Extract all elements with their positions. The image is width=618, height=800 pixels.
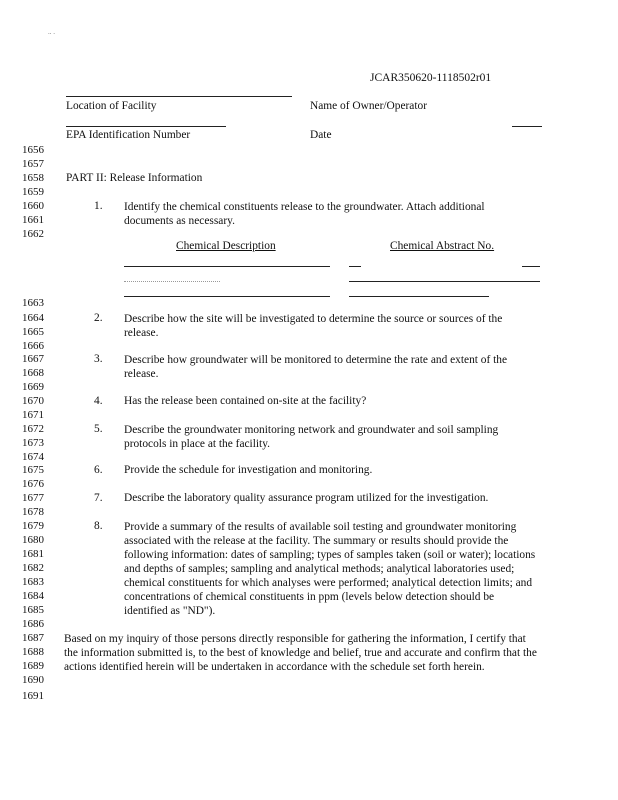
line-number: 1676 bbox=[22, 478, 44, 490]
line-number: 1685 bbox=[22, 604, 44, 616]
line-number: 1674 bbox=[22, 451, 44, 463]
chemical-description-line bbox=[124, 296, 330, 297]
date-label: Date bbox=[310, 129, 332, 141]
line-number: 1678 bbox=[22, 506, 44, 518]
line-number: 1690 bbox=[22, 674, 44, 686]
document-id: JCAR350620-1118502r01 bbox=[370, 72, 492, 84]
line-number: 1660 bbox=[22, 200, 44, 212]
epa-id-line bbox=[66, 126, 226, 127]
line-number: 1671 bbox=[22, 409, 44, 421]
chemical-description-line bbox=[124, 281, 220, 282]
line-number: 1679 bbox=[22, 520, 44, 532]
item-number: 1. bbox=[94, 200, 103, 212]
line-number: 1661 bbox=[22, 214, 44, 226]
certification-statement: Based on my inquiry of those persons directly responsible for gathering the information, I certify that the information submitted is, to the best of knowledge and belief, true and accurate and confirm that the actions identified herein will be undertaken in accordance with the schedule set forth herein. bbox=[64, 633, 537, 673]
line-number: 1664 bbox=[22, 312, 44, 324]
item-number: 6. bbox=[94, 464, 103, 476]
item-number: 7. bbox=[94, 492, 103, 504]
item-text: Has the release been contained on-site at the facility? bbox=[124, 395, 367, 407]
line-number: 1665 bbox=[22, 326, 44, 338]
line-number: 1691 bbox=[22, 690, 44, 702]
line-number: 1673 bbox=[22, 437, 44, 449]
line-number: 1675 bbox=[22, 464, 44, 476]
line-number: 1686 bbox=[22, 618, 44, 630]
line-number: 1687 bbox=[22, 632, 44, 644]
epa-id-label: EPA Identification Number bbox=[66, 129, 191, 141]
line-number: 1658 bbox=[22, 172, 44, 184]
chemical-abstract-line bbox=[349, 296, 489, 297]
line-number: 1680 bbox=[22, 534, 44, 546]
chemical-abstract-line bbox=[349, 281, 540, 282]
item-number: 3. bbox=[94, 353, 103, 365]
item-text: Describe the laboratory quality assurance program utilized for the investigation. bbox=[124, 492, 489, 504]
item-text: Describe how the site will be investigated to determine the source or sources of the release. bbox=[124, 313, 503, 339]
line-number: 1670 bbox=[22, 395, 44, 407]
line-number: 1683 bbox=[22, 576, 44, 588]
line-number: 1667 bbox=[22, 353, 44, 365]
item-text: Describe the groundwater monitoring network and groundwater and soil sampling protocols in place at the facility. bbox=[124, 424, 499, 450]
line-number: 1663 bbox=[22, 297, 44, 309]
location-line bbox=[66, 96, 292, 97]
chemical-description-header: Chemical Description bbox=[176, 240, 276, 252]
scan-marks: .. . bbox=[48, 28, 55, 36]
chemical-abstract-line bbox=[349, 266, 361, 267]
line-number: 1656 bbox=[22, 144, 44, 156]
item-number: 8. bbox=[94, 520, 103, 532]
item-number: 5. bbox=[94, 423, 103, 435]
owner-label: Name of Owner/Operator bbox=[310, 100, 428, 112]
chemical-abstract-header: Chemical Abstract No. bbox=[390, 240, 495, 252]
item-text: Provide a summary of the results of available soil testing and groundwater monitoring associated with the release at the facility. The summary or results should provide the following information: dates of sampling; types of samples taken (soil or water); locations and depths of samples; sampling and analytical methods; analytical laboratories used; chemical constituents for which analyses were performed; analytical detection limits; and concentrations of chemical constituents in ppm (levels below detection should be identified as "ND"). bbox=[124, 521, 536, 617]
line-number: 1672 bbox=[22, 423, 44, 435]
line-number: 1689 bbox=[22, 660, 44, 672]
line-number: 1668 bbox=[22, 367, 44, 379]
line-number: 1684 bbox=[22, 590, 44, 602]
item-number: 2. bbox=[94, 312, 103, 324]
line-number: 1682 bbox=[22, 562, 44, 574]
line-number: 1669 bbox=[22, 381, 44, 393]
date-line bbox=[512, 126, 542, 127]
chemical-abstract-line bbox=[522, 266, 540, 267]
item-number: 4. bbox=[94, 395, 103, 407]
part-title: PART II: Release Information bbox=[66, 172, 203, 184]
item-text: Identify the chemical constituents release to the groundwater. Attach additional documents as necessary. bbox=[124, 201, 485, 227]
location-label: Location of Facility bbox=[66, 100, 157, 112]
line-number: 1666 bbox=[22, 340, 44, 352]
line-number: 1659 bbox=[22, 186, 44, 198]
line-number: 1662 bbox=[22, 228, 44, 240]
line-number: 1688 bbox=[22, 646, 44, 658]
line-number: 1681 bbox=[22, 548, 44, 560]
item-text: Describe how groundwater will be monitored to determine the rate and extent of the release. bbox=[124, 354, 508, 380]
line-number: 1677 bbox=[22, 492, 44, 504]
line-number: 1657 bbox=[22, 158, 44, 170]
item-text: Provide the schedule for investigation and monitoring. bbox=[124, 464, 373, 476]
chemical-description-line bbox=[124, 266, 330, 267]
